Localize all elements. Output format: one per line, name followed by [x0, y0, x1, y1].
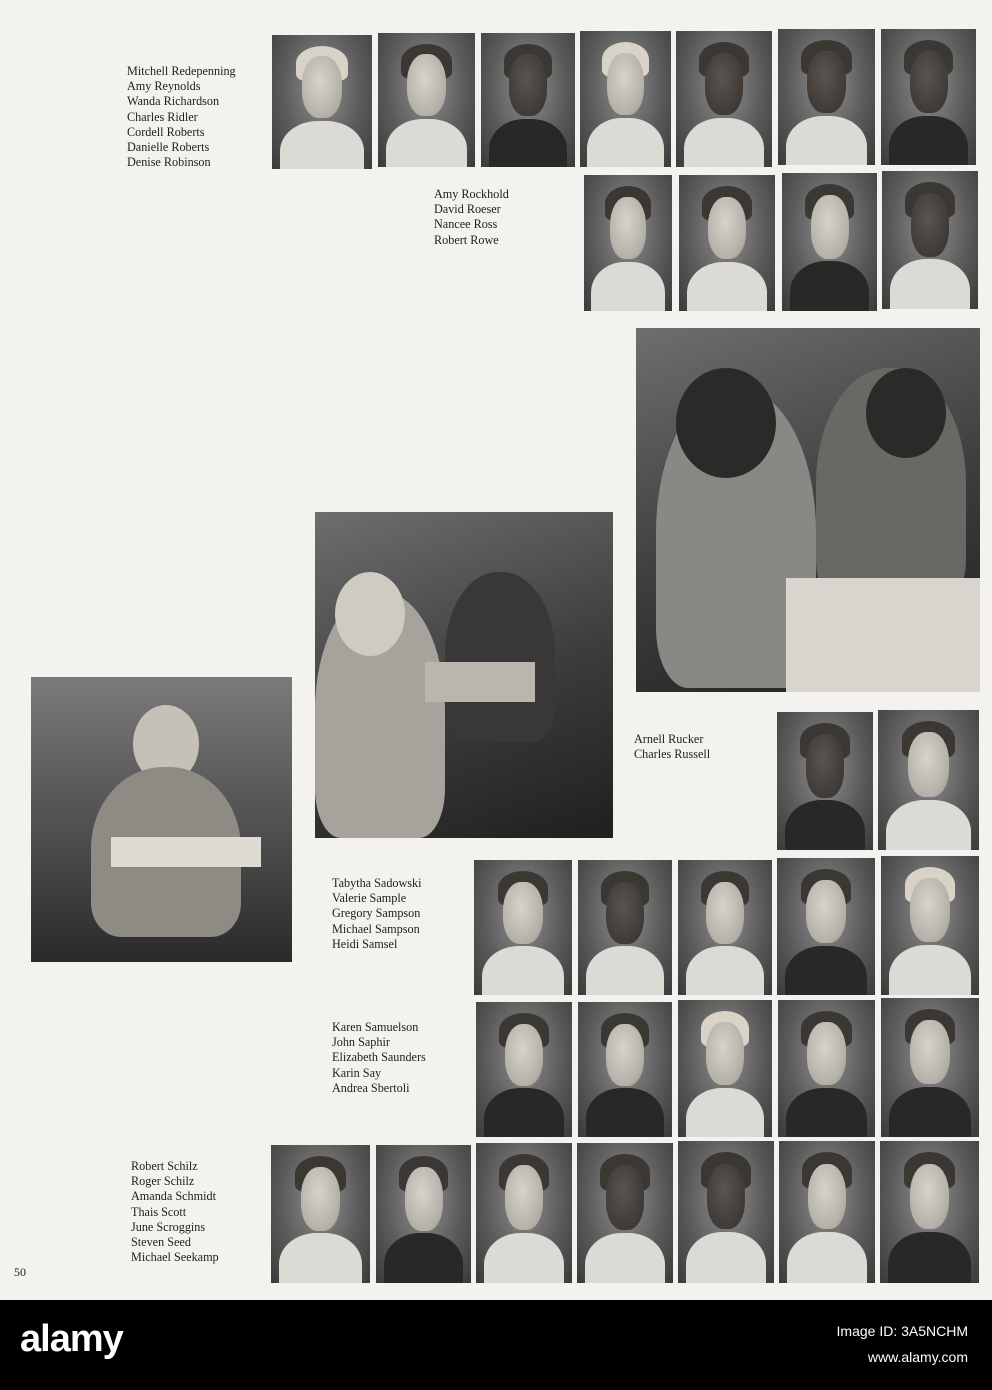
student-portrait: [481, 33, 575, 167]
student-name: Valerie Sample: [332, 891, 407, 906]
site-url: www.alamy.com: [867, 1349, 968, 1365]
student-name: Amy Reynolds: [127, 79, 201, 94]
student-portrait: [476, 1143, 572, 1283]
student-portrait: [378, 33, 475, 167]
student-portrait: [376, 1145, 471, 1283]
student-portrait: [778, 29, 875, 165]
student-portrait: [881, 998, 979, 1137]
student-name: Michael Sampson: [332, 921, 420, 936]
names-list-r3: [634, 732, 710, 762]
student-portrait: [881, 29, 976, 165]
student-portrait: [778, 1000, 875, 1137]
footer-info: [837, 1318, 968, 1370]
student-portrait: [678, 1000, 772, 1137]
student-name: Denise Robinson: [127, 155, 211, 170]
student-name: Robert Rowe: [434, 232, 499, 247]
image-id-label: Image ID: 3A5NCHM: [836, 1323, 968, 1339]
student-name: Robert Schilz: [131, 1159, 198, 1173]
student-name: Roger Schilz: [131, 1174, 195, 1189]
student-portrait: [584, 175, 672, 311]
student-name: Amanda Schmidt: [131, 1189, 216, 1204]
names-list-s3: [131, 1159, 219, 1265]
student-name: Michael Seekamp: [131, 1250, 219, 1265]
student-portrait: [777, 712, 873, 850]
student-name: Mitchell Redepenning: [127, 64, 236, 78]
student-portrait: [476, 1002, 572, 1137]
student-portrait: [880, 1141, 979, 1283]
student-name: Amy Rockhold: [434, 187, 509, 201]
student-name: Charles Russell: [634, 747, 711, 762]
student-name: Steven Seed: [131, 1235, 191, 1250]
student-name: Nancee Ross: [434, 217, 498, 232]
student-name: John Saphir: [332, 1035, 390, 1050]
student-name: Arnell Rucker: [634, 732, 704, 746]
student-portrait: [679, 175, 775, 311]
student-name: Thais Scott: [131, 1204, 187, 1219]
student-portrait: [782, 173, 877, 311]
student-name: Cordell Roberts: [127, 124, 205, 139]
student-portrait: [676, 31, 772, 167]
student-portrait: [474, 860, 572, 995]
student-name: Wanda Richardson: [127, 94, 220, 109]
student-name: Charles Ridler: [127, 109, 198, 124]
student-portrait: [678, 860, 772, 995]
student-portrait: [580, 31, 671, 167]
candid-photo-classroom-students: [636, 328, 980, 692]
student-name: Tabytha Sadowski: [332, 876, 422, 890]
student-portrait: [272, 35, 372, 169]
student-portrait: [878, 710, 979, 850]
student-portrait: [578, 860, 672, 995]
candid-photo-chalkboard-students: [315, 512, 613, 838]
names-list-s1: [332, 876, 422, 952]
student-portrait: [271, 1145, 370, 1283]
student-portrait: [881, 856, 979, 995]
student-portrait: [777, 858, 875, 995]
student-name: Danielle Roberts: [127, 140, 210, 155]
names-list-s2: [332, 1020, 426, 1096]
names-list-r1: [127, 64, 236, 170]
student-portrait: [882, 171, 978, 309]
candid-photo-reading-student: [31, 677, 292, 962]
student-portrait: [578, 1002, 672, 1137]
student-portrait: [577, 1143, 673, 1283]
student-portrait: [678, 1141, 774, 1283]
alamy-logo: alamy: [20, 1318, 123, 1360]
student-name: David Roeser: [434, 202, 501, 217]
student-name: Elizabeth Saunders: [332, 1050, 426, 1065]
student-name: Andrea Sbertoli: [332, 1080, 410, 1095]
student-name: Karin Say: [332, 1065, 382, 1080]
names-list-r2: [434, 187, 509, 248]
student-name: June Scroggins: [131, 1219, 206, 1234]
page-number: 50: [14, 1265, 26, 1279]
student-name: Karen Samuelson: [332, 1020, 419, 1034]
student-portrait: [779, 1141, 875, 1283]
student-name: Heidi Samsel: [332, 936, 398, 951]
watermark-footer: [0, 1300, 992, 1390]
student-name: Gregory Sampson: [332, 906, 421, 921]
